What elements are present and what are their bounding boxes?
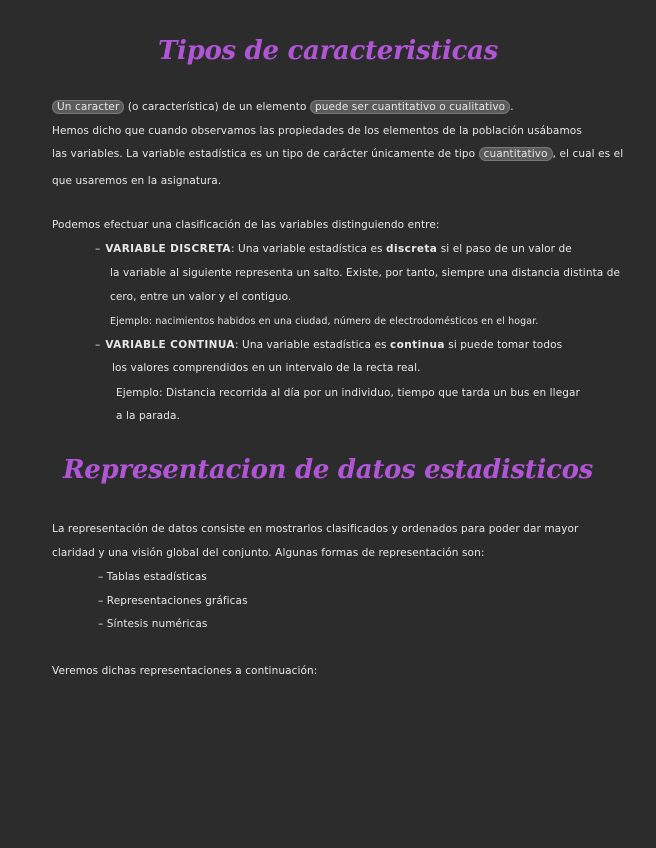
page-title: Tipos de caracteristicas xyxy=(157,36,499,66)
section-title: Representacion de datos estadisticos xyxy=(63,455,593,485)
text-fragment: si el paso de un valor de xyxy=(437,243,572,255)
list-item: – Representaciones gráficas xyxy=(98,595,248,607)
term-label: VARIABLE DISCRETA xyxy=(105,243,231,255)
list-item-discreta xyxy=(95,242,572,256)
list-item: – Síntesis numéricas xyxy=(98,618,208,630)
text-fragment: : Una variable estadística es xyxy=(230,243,387,255)
paragraph-line xyxy=(52,100,514,114)
paragraph-line: La representación de datos consiste en mostrarlos clasificados y ordenados para poder dar mayor xyxy=(52,523,579,535)
text-fragment: si puede tomar todos xyxy=(444,339,563,351)
paragraph-line: la variable al siguiente representa un salto. Existe, por tanto, siempre una distancia distinta de xyxy=(110,267,621,279)
paragraph-line: Hemos dicho que cuando observamos las propiedades de los elementos de la población usábamos xyxy=(52,125,582,137)
paragraph-line: los valores comprendidos en un intervalo de la recta real. xyxy=(112,362,421,374)
highlight: Un caracter xyxy=(52,100,124,114)
bold-term: discreta xyxy=(386,243,438,255)
text-fragment: . xyxy=(510,101,514,113)
highlight: puede ser cuantitativo o cualitativo xyxy=(310,100,510,114)
bullet-dash: – xyxy=(95,243,101,255)
example-line: Ejemplo: nacimientos habidos en una ciudad, número de electrodomésticos en el hogar. xyxy=(110,316,539,327)
list-item-continua xyxy=(95,338,562,352)
term-label: VARIABLE CONTINUA xyxy=(105,339,235,351)
bold-term: continua xyxy=(390,339,445,351)
text-fragment: , el cual es el xyxy=(552,148,624,160)
highlight: cuantitativo xyxy=(479,147,553,161)
list-item: – Tablas estadísticas xyxy=(98,571,207,583)
paragraph-line: claridad y una visión global del conjunto. Algunas formas de representación son: xyxy=(52,547,485,559)
text-fragment: las variables. La variable estadística es un tipo de carácter únicamente de tipo xyxy=(52,148,479,160)
example-line: a la parada. xyxy=(116,410,180,422)
example-line: Ejemplo: Distancia recorrida al día por un individuo, tiempo que tarda un bus en llegar xyxy=(116,387,580,399)
bullet-dash: – xyxy=(95,339,101,351)
paragraph-line: cero, entre un valor y el contiguo. xyxy=(110,291,292,303)
text-fragment: (o característica) de un elemento xyxy=(124,101,310,113)
text-fragment: : Una variable estadística es xyxy=(234,339,391,351)
paragraph-line xyxy=(52,147,623,161)
paragraph-line: Veremos dichas representaciones a continuación: xyxy=(52,665,318,677)
paragraph-line: Podemos efectuar una clasificación de las variables distinguiendo entre: xyxy=(52,219,440,231)
paragraph-line: que usaremos en la asignatura. xyxy=(52,175,222,187)
